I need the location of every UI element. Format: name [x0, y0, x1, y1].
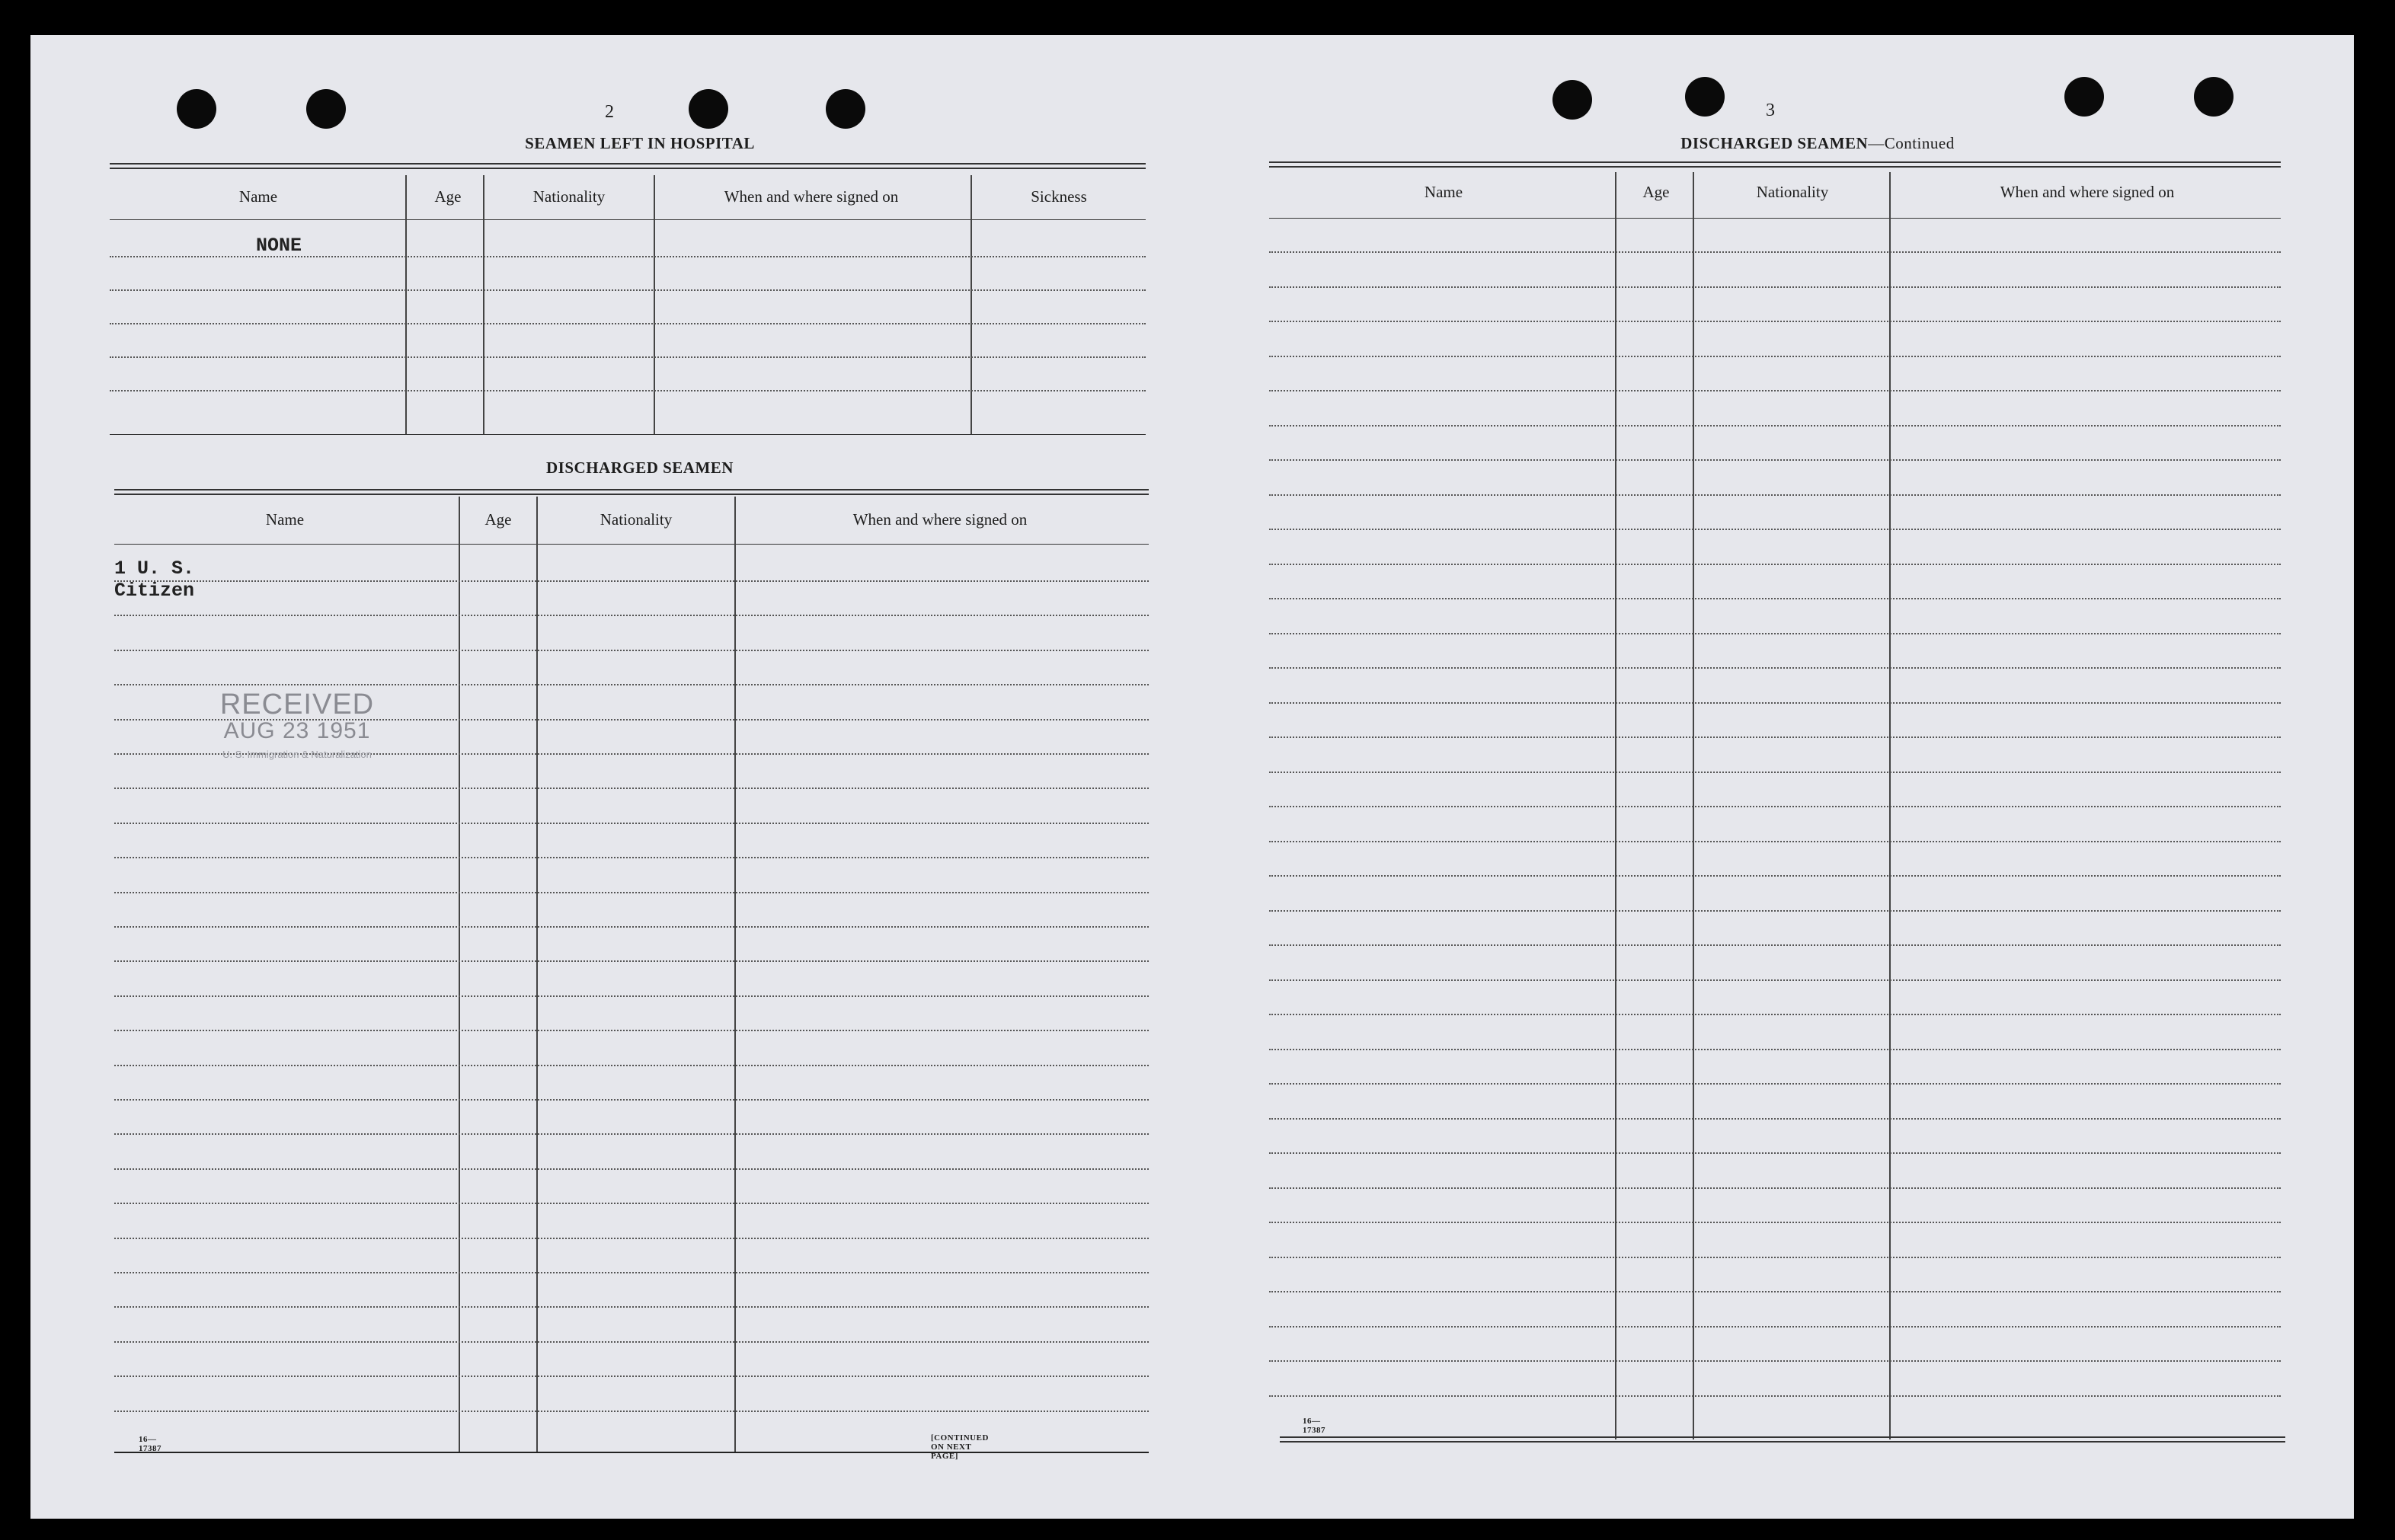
table-row — [114, 1272, 1149, 1273]
column-header-sickness: Sickness — [1031, 187, 1087, 206]
table-row — [1269, 1257, 2281, 1258]
section-rule — [114, 489, 1149, 495]
column-header-nationality: Nationality — [1756, 183, 1829, 201]
table-row — [1269, 425, 2281, 427]
column-header-name: Name — [1424, 183, 1463, 201]
page-number: 3 — [1766, 101, 1775, 120]
table-row — [1269, 1326, 2281, 1328]
table-row — [110, 289, 1146, 291]
table-row — [1269, 251, 2281, 253]
column-header-when-where: When and where signed on — [2000, 183, 2175, 201]
punch-hole — [826, 89, 865, 129]
table-row — [1269, 1118, 2281, 1120]
hospital-section-title: SEAMEN LEFT IN HOSPITAL — [525, 134, 755, 152]
table-row — [114, 892, 1149, 893]
table-row — [1269, 1083, 2281, 1085]
table-row — [114, 1133, 1149, 1135]
form-number: 16—17387 — [1303, 1417, 1325, 1435]
table-row — [1269, 702, 2281, 704]
table-row — [1269, 529, 2281, 530]
table-row — [1269, 1152, 2281, 1154]
table-row — [114, 1203, 1149, 1204]
hospital-entry: NONE — [256, 235, 302, 257]
table-row — [1269, 356, 2281, 357]
column-divider — [405, 175, 407, 434]
table-row — [110, 356, 1146, 358]
table-row — [114, 580, 1149, 582]
continued-note: [CONTINUED ON NEXT PAGE] — [931, 1433, 989, 1461]
table-row — [114, 1306, 1149, 1308]
column-header-nationality: Nationality — [600, 510, 673, 529]
section-rule — [1269, 161, 2281, 168]
received-stamp — [175, 689, 419, 760]
column-divider — [734, 497, 736, 1452]
table-row — [114, 926, 1149, 928]
header-rule — [110, 219, 1146, 220]
stamp-agency: U. S. Immigration & Naturalization — [222, 749, 372, 760]
section-bottom-rule — [110, 434, 1146, 435]
stamp-received: RECEIVED — [219, 689, 375, 720]
table-row — [114, 1099, 1149, 1101]
punch-hole — [2064, 77, 2104, 117]
title-text: DISCHARGED SEAMEN — [1680, 134, 1869, 152]
column-divider — [654, 175, 655, 434]
column-header-age: Age — [434, 187, 462, 206]
table-row — [1269, 875, 2281, 877]
table-row — [1269, 806, 2281, 807]
header-rule — [1269, 218, 2281, 219]
section-bottom-rule — [114, 1452, 1149, 1453]
column-divider — [536, 497, 538, 1452]
table-row — [1269, 772, 2281, 773]
column-divider — [483, 175, 484, 434]
table-row — [1269, 1395, 2281, 1397]
table-row — [1269, 1291, 2281, 1292]
table-row — [114, 1341, 1149, 1343]
table-row — [1269, 390, 2281, 391]
column-header-nationality: Nationality — [532, 187, 606, 206]
punch-hole — [689, 89, 728, 129]
discharged-entry: 1 U. S. Citizen — [114, 558, 195, 602]
table-row — [1269, 1049, 2281, 1050]
form-number: 16—17387 — [139, 1435, 161, 1453]
punch-hole — [306, 89, 346, 129]
table-row — [1269, 1014, 2281, 1015]
punch-hole — [2194, 77, 2234, 117]
table-row — [114, 684, 1149, 685]
column-header-when-where: When and where signed on — [724, 187, 899, 206]
table-row — [114, 1030, 1149, 1031]
header-rule — [114, 544, 1149, 545]
table-row — [114, 615, 1149, 616]
table-row — [1269, 736, 2281, 738]
table-row — [1269, 1187, 2281, 1189]
table-row — [114, 960, 1149, 962]
column-header-age: Age — [1642, 183, 1670, 201]
punch-hole — [177, 89, 216, 129]
table-row — [1269, 494, 2281, 496]
table-row — [114, 1168, 1149, 1170]
table-row — [1269, 564, 2281, 565]
table-row — [110, 390, 1146, 391]
column-header-name: Name — [238, 187, 278, 206]
punch-hole — [1552, 80, 1592, 120]
table-row — [114, 650, 1149, 651]
table-row — [114, 823, 1149, 824]
table-row — [1269, 667, 2281, 669]
table-row — [1269, 1360, 2281, 1362]
punch-hole — [1685, 77, 1725, 117]
section-bottom-rule — [1280, 1436, 2285, 1443]
table-row — [1269, 598, 2281, 599]
table-row — [1269, 1222, 2281, 1223]
table-row — [1269, 979, 2281, 981]
table-row — [114, 995, 1149, 997]
section-rule — [110, 163, 1146, 169]
table-row — [1269, 286, 2281, 288]
table-row — [1269, 944, 2281, 946]
table-row — [1269, 633, 2281, 634]
table-row — [1269, 321, 2281, 322]
table-row — [1269, 910, 2281, 912]
document-sheet — [30, 35, 2354, 1519]
stamp-date: AUG 23 1951 — [223, 718, 371, 743]
table-row — [110, 323, 1146, 324]
column-header-age: Age — [484, 510, 512, 529]
table-row — [1269, 841, 2281, 842]
table-row — [114, 1411, 1149, 1412]
column-divider — [459, 497, 460, 1452]
page-number: 2 — [605, 102, 614, 122]
title-suffix: —Continued — [1868, 134, 1955, 152]
table-row — [114, 788, 1149, 789]
table-row — [114, 1065, 1149, 1066]
table-row — [114, 857, 1149, 858]
column-divider — [970, 175, 972, 434]
column-header-name: Name — [265, 510, 305, 529]
table-row — [114, 1238, 1149, 1239]
discharged-section-title: DISCHARGED SEAMEN — [546, 458, 734, 477]
table-row — [114, 1375, 1149, 1377]
column-header-when-where: When and where signed on — [852, 510, 1028, 529]
discharged-continued-title — [1437, 134, 2198, 153]
table-row — [1269, 459, 2281, 461]
